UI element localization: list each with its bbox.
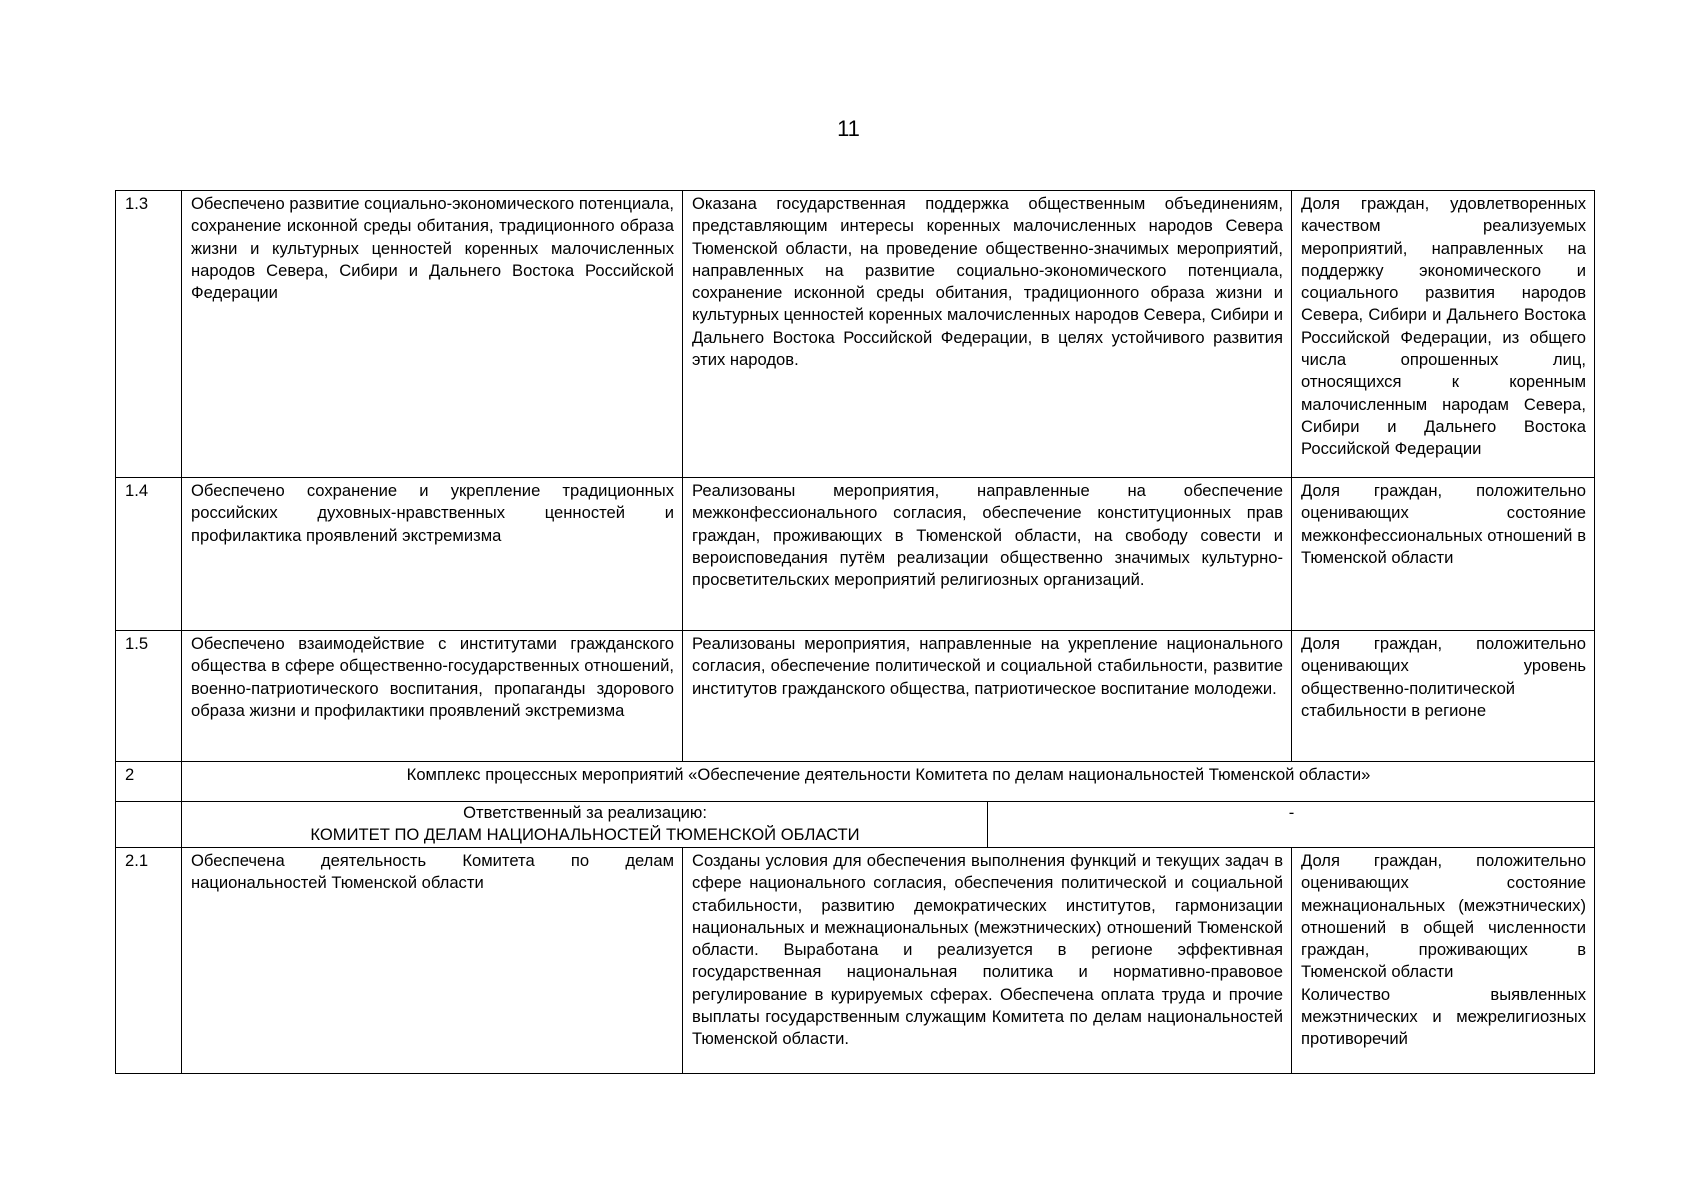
indicator-cell: Доля граждан, удовлетворенных качеством реализуемых мероприятий, направленных на поддержку экономического и социального развития народов Севера, Сибири и Дальнего Востока Российской Федерации, из общего числа опрошенных лиц, относящихся к коренным малочисленным народам Севера, Сибири и Дальнего Востока Российской Федерации <box>1292 191 1595 478</box>
responsible-label: Ответственный за реализацию: <box>463 803 707 822</box>
responsible-name: КОМИТЕТ ПО ДЕЛАМ НАЦИОНАЛЬНОСТЕЙ ТЮМЕНСКОЙ ОБЛАСТИ <box>310 825 860 845</box>
table-row <box>116 848 1595 1074</box>
indicator-cell: Доля граждан, положительно оценивающих уровень общественно-политической стабильности в регионе <box>1292 631 1595 762</box>
row-number: 1.4 <box>116 478 182 631</box>
result-cell: Реализованы мероприятия, направленные на укрепление национального согласия, обеспечение политической и социальной стабильности, развитие институтов гражданского общества, патриотическое воспитание молодежи. <box>683 631 1292 762</box>
empty-cell <box>116 802 182 848</box>
task-cell: Обеспечено развитие социально-экономического потенциала, сохранение исконной среды обитания, традиционного образа жизни и культурных ценностей коренных малочисленных народов Севера, Сибири и Дальнего Востока Российской Федерации <box>182 191 683 478</box>
table-row <box>116 191 1595 478</box>
table-row <box>116 478 1595 631</box>
task-cell: Обеспечена деятельность Комитета по делам национальностей Тюменской области <box>182 848 683 1074</box>
task-cell: Обеспечено сохранение и укрепление традиционных российских духовных-нравственных ценностей и профилактика проявлений экстремизма <box>182 478 683 631</box>
indicator-text: Количество выявленных межэтнических и межрелигиозных противоречий <box>1301 984 1587 1049</box>
task-cell: Обеспечено взаимодействие с институтами гражданского общества в сфере общественно-государственных отношений, военно-патриотического воспитания, пропаганды здорового образа жизни и профилактики проявлений экстремизма <box>182 631 683 762</box>
period-cell: - <box>988 802 1595 848</box>
indicator-cell <box>1292 848 1595 1074</box>
section-row <box>116 762 1595 802</box>
row-number: 2.1 <box>116 848 182 1074</box>
row-number: 2 <box>116 762 182 802</box>
responsible-cell <box>182 802 988 848</box>
result-cell: Оказана государственная поддержка общественным объединениям, представляющим интересы коренных малочисленных народов Севера Тюменской области, на проведение общественно-значимых мероприятий, направленных на развитие социально-экономического потенциала, сохранение исконной среды обитания, традиционного образа жизни и культурных ценностей коренных малочисленных народов Севера, Сибири и Дальнего Востока Российской Федерации, в целях устойчивого развития этих народов. <box>683 191 1292 478</box>
responsible-row <box>116 802 1595 848</box>
result-cell: Реализованы мероприятия, направленные на обеспечение межконфессионального согласия, обеспечение конституционных прав граждан, проживающих в Тюменской области, на свободу совести и вероисповедания путём реализации общественно значимых культурно-просветительских мероприятий религиозных организаций. <box>683 478 1292 631</box>
indicator-cell: Доля граждан, положительно оценивающих состояние межконфессиональных отношений в Тюменской области <box>1292 478 1595 631</box>
page-number: 11 <box>837 116 860 141</box>
measures-table <box>115 190 1595 1074</box>
indicator-text: Доля граждан, положительно оценивающих состояние межнациональных (межэтнических) отношений в общей численности граждан, проживающих в Тюменской области <box>1301 851 1587 982</box>
row-number: 1.3 <box>116 191 182 478</box>
result-cell: Созданы условия для обеспечения выполнения функций и текущих задач в сфере национального согласия, обеспечения политической и социальной стабильности, развитию демократических институтов, гармонизации национальных и межнациональных (межэтнических) отношений Тюменской области. Выработана и реализуется в регионе эффективная государственная национальная политика и нормативно-правовое регулирование в курируемых сферах. Обеспечена оплата труда и прочие выплаты государственным служащим Комитета по делам национальностей Тюменской области. <box>683 848 1292 1074</box>
table-row <box>116 631 1595 762</box>
section-title: Комплекс процессных мероприятий «Обеспечение деятельности Комитета по делам национальностей Тюменской области» <box>182 762 1595 802</box>
row-number: 1.5 <box>116 631 182 762</box>
